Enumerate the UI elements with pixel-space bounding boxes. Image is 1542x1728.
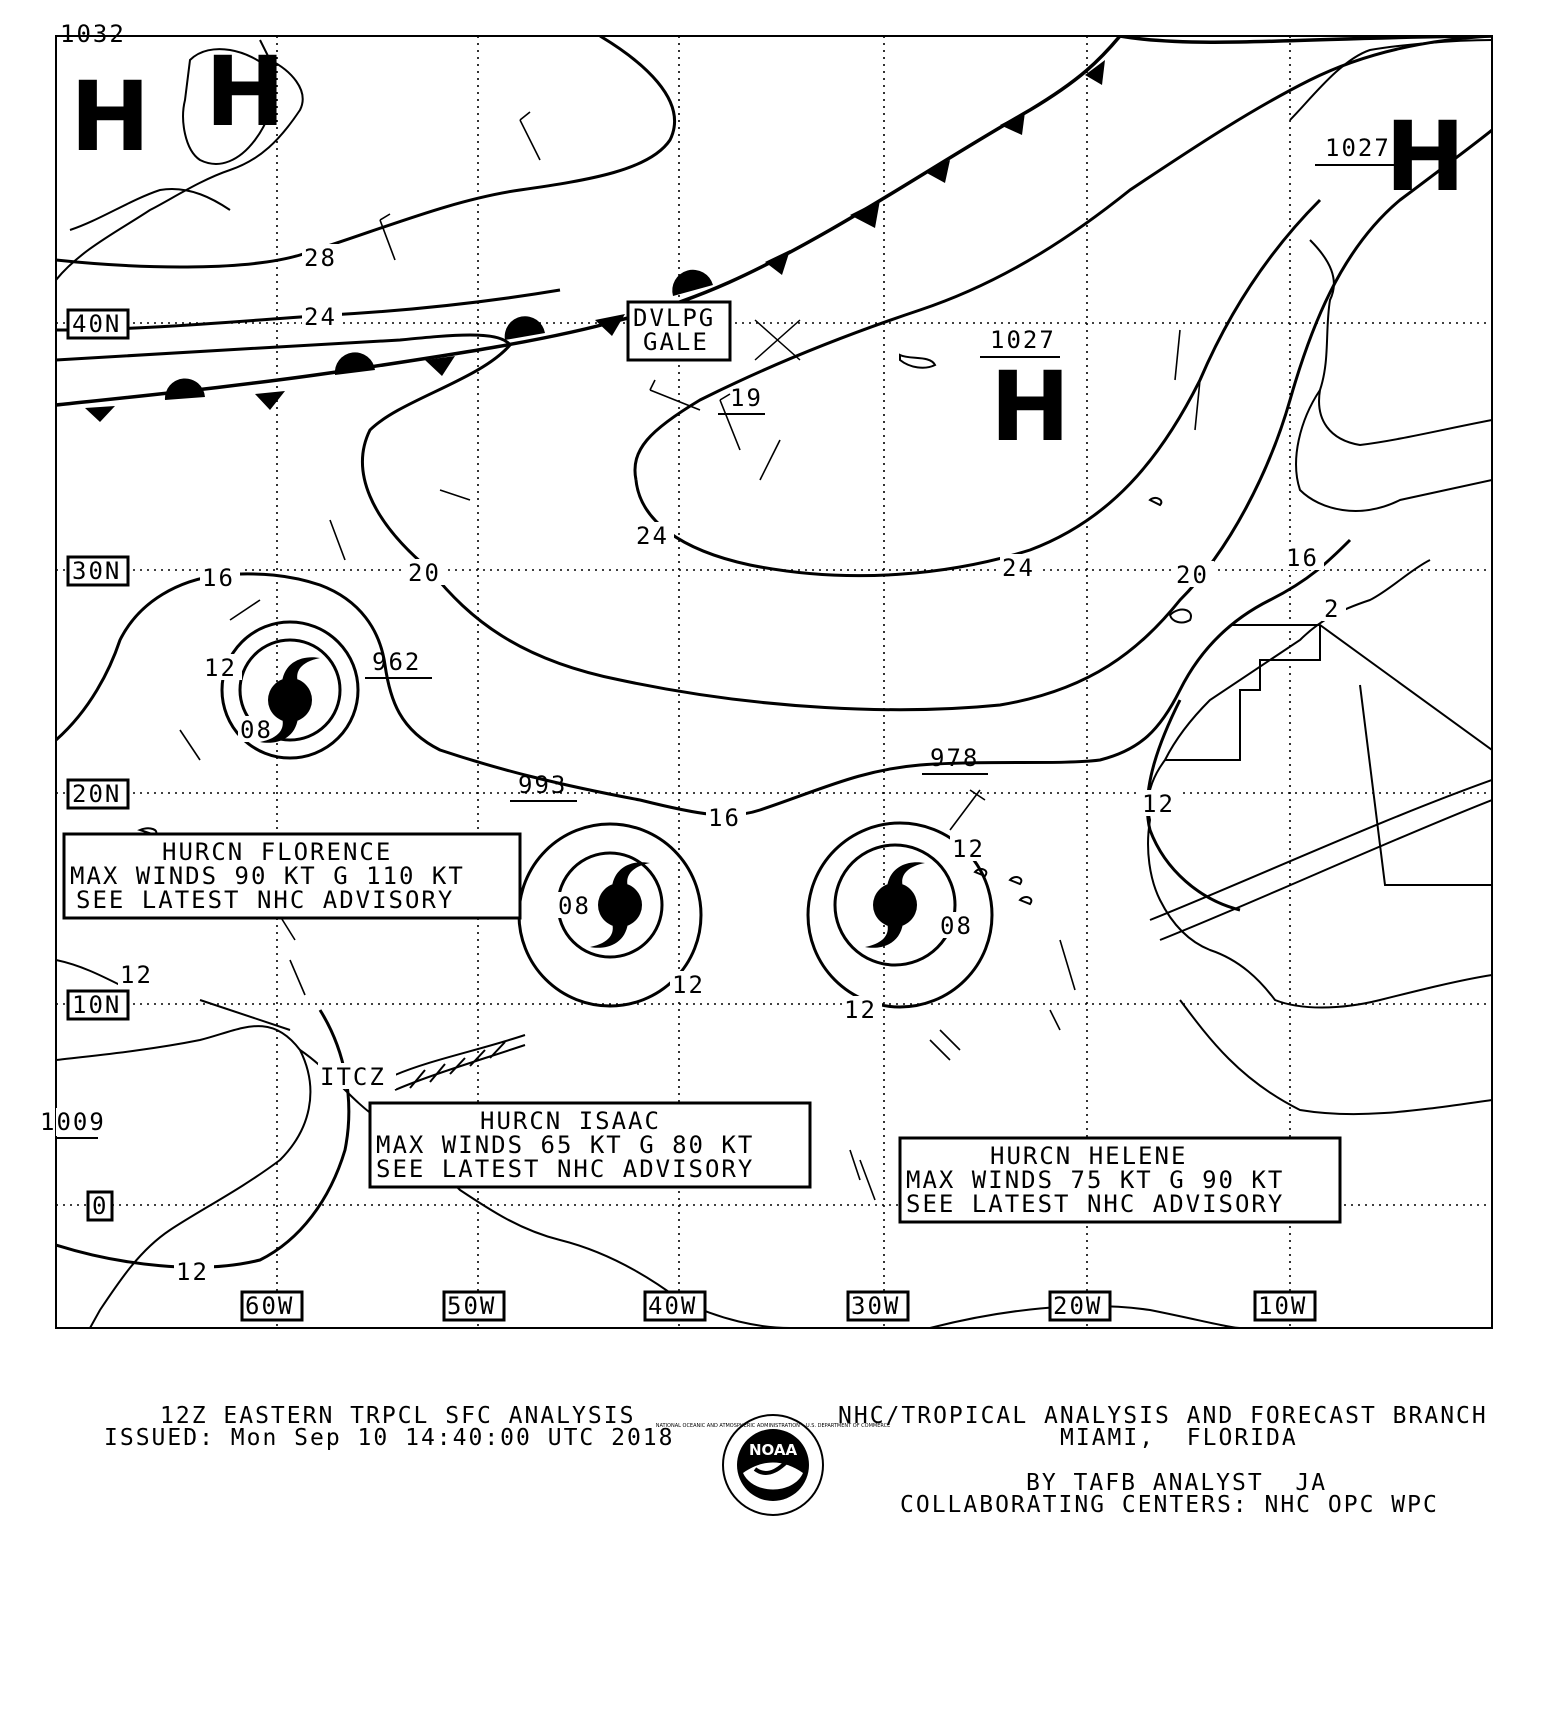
pressure-value-978: 978 [930,744,980,772]
footer-collab: COLLABORATING CENTERS: NHC OPC WPC [900,1492,1439,1518]
storm-box-isaac [370,1103,810,1187]
isobar-label-16b: 16 [1286,544,1319,572]
isobar-label-24c: 24 [1002,554,1035,582]
isobar-label-12g: 12 [176,1258,209,1286]
footer-title: 12Z EASTERN TRPCL SFC ANALYSIS [160,1403,636,1429]
isobar-label-20a: 20 [408,559,441,587]
gale-warning-box [628,302,730,360]
noaa-logo [656,1415,891,1515]
isobar-label-12c: 12 [672,971,705,999]
pressure-value-993: 993 [518,771,568,799]
isobar-label-08b: 08 [558,892,591,920]
isobar-label-16a: 16 [202,564,235,592]
isobar-label-24b: 24 [636,522,669,550]
isobar-label-24a: 24 [304,303,337,331]
storm-name-isaac: HURCN ISAAC [480,1107,661,1135]
storm-winds-helene: MAX WINDS 75 KT G 90 KT [906,1166,1285,1194]
storm-winds-florence: MAX WINDS 90 KT G 110 KT [70,862,465,890]
storm-name-helene: HURCN HELENE [990,1142,1188,1170]
isobar-label-08a: 08 [240,716,273,744]
isobar-label-28: 28 [304,244,337,272]
footer-analyst: BY TAFB ANALYST JA [1026,1470,1328,1496]
gale-line-1: DVLPG [633,304,716,332]
footer-issued: ISSUED: Mon Sep 10 14:40:00 UTC 2018 [104,1425,675,1451]
gale-line-2: GALE [643,328,709,356]
pressure-value-19: 19 [730,384,763,412]
high-symbol-iberia: H [1385,101,1466,213]
storm-advisory-florence: SEE LATEST NHC ADVISORY [76,886,455,914]
isobar-label-12b: 12 [120,961,153,989]
storm-name-florence: HURCN FLORENCE [162,838,393,866]
isobar-label-16c: 16 [708,804,741,832]
lat-label-0: 0 [92,1192,109,1220]
noaa-logo-text: NOAA [748,1441,798,1459]
pressure-value-nw: 1032 [60,20,126,48]
isobar-label-12f: 12 [1142,790,1175,818]
lon-label-60w: 60W [245,1292,295,1320]
pressure-value-962: 962 [372,648,422,676]
noaa-logo-ring: NATIONAL OCEANIC AND ATMOSPHERIC ADMINISTRATION • U.S. DEPARTMENT OF COMMERCE [655,1423,891,1429]
footer-location: MIAMI, FLORIDA [1060,1425,1298,1451]
storm-advisory-isaac: SEE LATEST NHC ADVISORY [376,1155,755,1183]
isobar-label-12d: 12 [844,996,877,1024]
high-symbol-nw1: H [70,61,151,173]
lat-label-20n: 20N [72,780,122,808]
lon-label-10w: 10W [1258,1292,1308,1320]
isobar-label-12e: 12 [952,835,985,863]
lon-label-20w: 20W [1053,1292,1103,1320]
storm-advisory-helene: SEE LATEST NHC ADVISORY [906,1190,1285,1218]
lat-label-30n: 30N [72,557,122,585]
isobar-label-20b: 20 [1176,561,1209,589]
itcz-label: ITCZ [320,1063,386,1091]
lat-label-40n: 40N [72,310,122,338]
lon-label-50w: 50W [447,1292,497,1320]
pressure-value-1009: 1009 [40,1108,106,1136]
lon-label-30w: 30W [851,1292,901,1320]
lon-label-40w: 40W [648,1292,698,1320]
isobar-label-12a: 12 [204,654,237,682]
storm-box-florence [64,834,520,918]
storm-winds-isaac: MAX WINDS 65 KT G 80 KT [376,1131,755,1159]
isobar-label-08c: 08 [940,912,973,940]
isobar-label-2: 2 [1324,595,1341,623]
lat-label-10n: 10N [72,991,122,1019]
pressure-value-iberia: 1027 [1325,134,1391,162]
high-symbol-azores: H [990,351,1071,463]
pressure-value-azores: 1027 [990,326,1056,354]
storm-box-helene [900,1138,1340,1222]
footer-branch: NHC/TROPICAL ANALYSIS AND FORECAST BRANCH [838,1403,1488,1429]
high-symbol-nw2: H [205,36,286,148]
